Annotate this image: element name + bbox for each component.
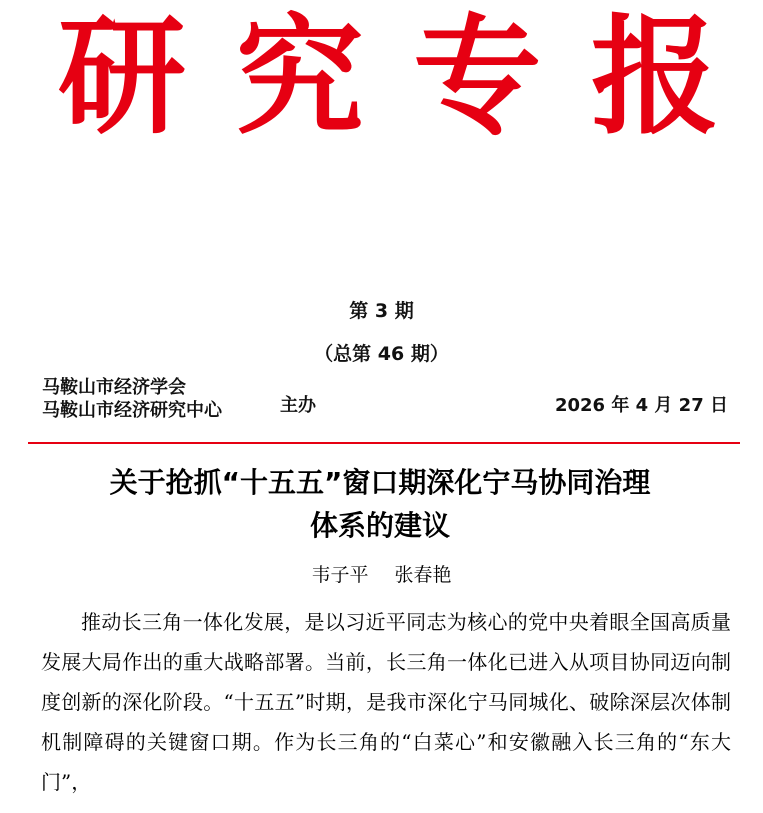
publish-date: 2026 年 4 月 27 日 [554,395,728,416]
masthead-char: 究 [235,2,364,152]
masthead-char: 研 [58,2,187,152]
title-line: 关于抢抓“十五五”窗口期深化宁马协同治理 [109,466,651,499]
host-label: 主办 [280,395,316,416]
article-body [41,602,731,802]
article-title [30,461,730,547]
issue-total: （总第 46 期） [314,343,449,365]
body-paragraph: 推动长三角一体化发展，是以习近平同志为核心的党中央着眼全国高质量发展大局作出的重大战略部署。当前，长三角一体化已进入从项目协同迈向制度创新的深化阶段。“十五五”时期，是我市深化宁马同城化、破除深层次体制机制障碍的关键窗口期。作为长三角的“白菜心”和安徽融入长三角的“东大门”， [41,610,731,794]
title-line: 体系的建议 [309,509,450,542]
sponsor-org: 马鞍山市经济学会 [42,377,186,398]
red-divider [28,442,740,444]
masthead-char: 报 [590,2,719,152]
masthead-char: 专 [413,2,542,152]
masthead [0,2,763,152]
sponsor-orgs [42,376,222,422]
sponsor-org: 马鞍山市经济研究中心 [42,400,222,421]
article-authors: 韦子平 张春艳 [311,564,452,586]
issue-number: 第 3 期 [349,300,414,322]
